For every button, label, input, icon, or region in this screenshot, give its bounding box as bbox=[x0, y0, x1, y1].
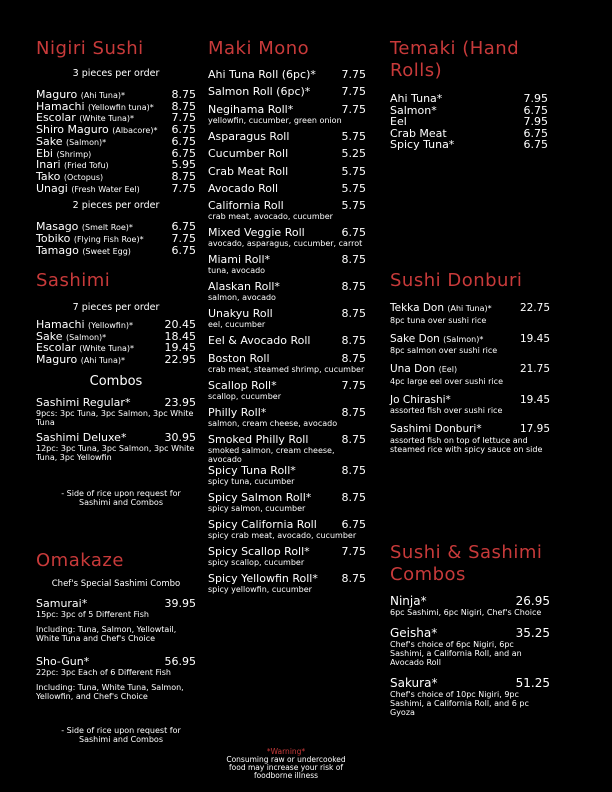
item-price: 6.75 bbox=[171, 134, 196, 148]
item-name-text: Spicy California Roll bbox=[208, 517, 317, 531]
item-name-text: Spicy Tuna Roll* bbox=[208, 463, 296, 477]
item-note: (Yellowfin tuna)* bbox=[88, 102, 154, 112]
item-note: (Albacore)* bbox=[112, 126, 158, 136]
menu-item bbox=[36, 245, 196, 257]
item-description: assorted fish over sushi rice bbox=[390, 406, 503, 415]
item-name-text: Alaskan Roll* bbox=[208, 280, 280, 294]
item-name-text: Avocado Roll bbox=[208, 181, 279, 195]
item-name bbox=[36, 352, 125, 367]
item-price: 5.25 bbox=[341, 147, 366, 161]
item-name-text: Jo Chirashi* bbox=[390, 393, 451, 406]
item-description: 8pc salmon over sushi rice bbox=[390, 346, 498, 355]
item-name-text: Eel bbox=[390, 115, 407, 128]
item-description: spicy crab meat, avocado, cucumber bbox=[208, 530, 357, 540]
menu-item-row bbox=[208, 130, 366, 143]
item-price: 7.75 bbox=[341, 85, 366, 99]
menu-item-row bbox=[208, 307, 366, 320]
item-name-text: Inari bbox=[36, 158, 61, 172]
menu-item-row bbox=[208, 165, 366, 178]
item-price: 6.75 bbox=[523, 103, 548, 117]
item-price: 6.75 bbox=[171, 146, 196, 160]
menu-item-row bbox=[208, 103, 366, 116]
item-description: assorted fish on top of lettuce and steamed rice with spicy sauce on side bbox=[390, 435, 543, 454]
item-name-text: Ebi bbox=[36, 146, 53, 160]
menu-item bbox=[36, 181, 196, 196]
menu-item-row bbox=[36, 396, 196, 409]
item-name-text: Ahi Tuna* bbox=[390, 92, 443, 105]
item-name bbox=[390, 302, 492, 316]
menu-item bbox=[390, 363, 550, 386]
item-price: 8.75 bbox=[341, 280, 366, 294]
item-price: 5.75 bbox=[341, 129, 366, 143]
menu-item-row bbox=[208, 182, 366, 195]
donburi-title: Sushi Donburi bbox=[390, 270, 523, 291]
item-name bbox=[208, 352, 270, 365]
menu-item bbox=[390, 626, 550, 667]
item-price: 8.75 bbox=[341, 432, 366, 446]
item-description: spicy yellowfin, cucumber bbox=[208, 584, 312, 594]
item-price: 7.75 bbox=[341, 544, 366, 558]
menu-item bbox=[208, 147, 366, 164]
item-price: 39.95 bbox=[164, 597, 196, 610]
menu-item-row bbox=[390, 676, 550, 690]
item-name bbox=[36, 181, 140, 196]
menu-item-row bbox=[208, 464, 366, 477]
ss-combos-list bbox=[390, 594, 550, 726]
item-note: (Fried Tofu) bbox=[64, 161, 109, 171]
item-name-text: Sake Don bbox=[390, 332, 440, 345]
item-name-text: Sashimi Donburi* bbox=[390, 423, 482, 435]
item-name bbox=[208, 199, 284, 212]
temaki-list bbox=[390, 93, 548, 151]
menu-item bbox=[208, 464, 366, 491]
item-name-text: Sho-Gun* bbox=[36, 655, 90, 668]
item-name bbox=[208, 130, 289, 143]
item-price: 5.95 bbox=[171, 158, 196, 172]
menu-item bbox=[208, 280, 366, 307]
item-description: 9pcs: 3pc Tuna, 3pc Salmon, 3pc White Tuna bbox=[36, 409, 194, 427]
nigiri-title: Nigiri Sushi bbox=[36, 38, 144, 59]
sashimi-sub: 7 pieces per order bbox=[72, 302, 160, 313]
item-note: (Salmon)* bbox=[443, 334, 484, 344]
menu-item-row bbox=[36, 597, 196, 610]
menu-item-row bbox=[390, 423, 550, 436]
item-name bbox=[208, 226, 305, 239]
menu-item-row bbox=[208, 253, 366, 266]
sashimi-combos-title: Combos bbox=[89, 374, 143, 389]
menu-item-row bbox=[208, 226, 366, 239]
item-name bbox=[36, 597, 87, 610]
menu-item-row bbox=[208, 85, 366, 98]
item-name-text: Unakyu Roll bbox=[208, 307, 273, 321]
item-name bbox=[390, 626, 437, 640]
item-name bbox=[390, 394, 451, 407]
item-note: (Eel) bbox=[438, 365, 458, 374]
sashimi-list bbox=[36, 320, 196, 366]
menu-item bbox=[208, 518, 366, 545]
menu-item bbox=[36, 431, 196, 462]
menu-item bbox=[208, 182, 366, 199]
item-name-text: Sake bbox=[36, 329, 63, 343]
item-description: crab meat, avocado, cucumber bbox=[208, 212, 333, 222]
item-note: (Octopus) bbox=[63, 172, 104, 182]
item-name-text: Eel & Avocado Roll bbox=[208, 334, 311, 348]
item-price: 17.95 bbox=[519, 423, 550, 435]
ss-combos-title: Sushi & Sashimi Combos bbox=[390, 542, 543, 585]
menu-item bbox=[208, 68, 366, 85]
menu-item bbox=[36, 396, 196, 427]
item-note: (Ahi Tuna)* bbox=[80, 355, 125, 365]
item-name bbox=[390, 423, 482, 436]
item-description: 15pc: 3pc of 5 Different Fish bbox=[36, 610, 149, 619]
item-name-text: Masago bbox=[36, 220, 79, 233]
menu-item-row bbox=[36, 655, 196, 668]
menu-item-row bbox=[208, 334, 366, 347]
item-name-text: Miami Roll* bbox=[208, 253, 271, 267]
item-name-text: Mixed Veggie Roll bbox=[208, 226, 305, 240]
item-price: 8.75 bbox=[341, 307, 366, 321]
item-price: 6.75 bbox=[341, 517, 366, 531]
item-price: 19.45 bbox=[519, 393, 550, 406]
item-name-text: Sashimi Deluxe* bbox=[36, 431, 127, 444]
menu-item-row bbox=[208, 147, 366, 160]
menu-item bbox=[208, 165, 366, 182]
item-name-text: Shiro Maguro bbox=[36, 123, 109, 137]
omakaze-rice-note: - Side of rice upon request for Sashimi and Combos bbox=[61, 726, 181, 744]
item-name bbox=[208, 103, 293, 116]
item-description: 4pc large eel over sushi rice bbox=[390, 376, 503, 386]
item-price: 7.75 bbox=[171, 181, 196, 195]
item-price: 8.75 bbox=[341, 351, 366, 365]
item-name bbox=[208, 464, 296, 477]
menu-item bbox=[390, 333, 550, 356]
item-price: 7.75 bbox=[171, 111, 196, 125]
item-name bbox=[208, 545, 310, 558]
item-price: 8.75 bbox=[341, 334, 366, 348]
menu-item bbox=[208, 406, 366, 433]
menu-item bbox=[390, 139, 548, 151]
item-description: tuna, avocado bbox=[208, 266, 266, 276]
item-price: 18.45 bbox=[164, 329, 196, 343]
item-price: 6.75 bbox=[523, 138, 548, 151]
item-note: (Yellowfin)* bbox=[88, 321, 134, 330]
item-name-text: Crab Meat bbox=[390, 126, 447, 140]
item-name bbox=[208, 433, 308, 446]
donburi-list bbox=[390, 302, 550, 462]
item-price: 5.75 bbox=[341, 199, 366, 213]
sashimi-combos-list bbox=[36, 396, 196, 466]
menu-item bbox=[208, 253, 366, 280]
item-name-text: Tako bbox=[36, 169, 61, 183]
item-note: (Flying Fish Roe)* bbox=[73, 235, 144, 244]
item-name bbox=[208, 406, 266, 419]
item-price: 23.95 bbox=[164, 396, 196, 409]
menu-item bbox=[208, 491, 366, 518]
item-description: yellowfin, cucumber, green onion bbox=[208, 115, 342, 125]
menu-item-row bbox=[208, 572, 366, 585]
menu-item bbox=[208, 334, 366, 351]
item-description: salmon, avocado bbox=[208, 293, 276, 303]
item-note: (Smelt Roe)* bbox=[81, 223, 133, 232]
item-description: spicy scallop, cucumber bbox=[208, 557, 305, 567]
menu-item bbox=[208, 85, 366, 102]
item-name-text: Spicy Tuna* bbox=[390, 138, 455, 151]
item-price: 7.75 bbox=[341, 68, 366, 81]
menu-item bbox=[208, 130, 366, 147]
item-name bbox=[390, 363, 457, 377]
item-name-text: Tekka Don bbox=[390, 302, 445, 314]
item-name-text: Spicy Scallop Roll* bbox=[208, 544, 310, 558]
item-price: 5.75 bbox=[341, 181, 366, 195]
item-description-2: Including: Tuna, Salmon, Yellowtail, White Tuna and Chef's Choice bbox=[36, 625, 177, 643]
item-name-text: Salmon* bbox=[390, 103, 437, 117]
item-name bbox=[390, 333, 483, 347]
warning-title: *Warning* bbox=[266, 747, 306, 756]
item-name-text: Geisha* bbox=[390, 626, 438, 640]
menu-item bbox=[208, 199, 366, 226]
item-name bbox=[208, 147, 288, 160]
item-description: salmon, cream cheese, avocado bbox=[208, 418, 338, 428]
item-name-text: Ninja* bbox=[390, 594, 427, 608]
item-name bbox=[208, 165, 288, 178]
item-price: 20.45 bbox=[164, 318, 196, 331]
sashimi-title: Sashimi bbox=[36, 270, 111, 291]
item-name-text: Escolar bbox=[36, 341, 76, 354]
item-name bbox=[390, 139, 454, 151]
menu-item bbox=[390, 423, 550, 454]
menu-item bbox=[390, 676, 550, 717]
menu-item bbox=[390, 302, 550, 325]
menu-item bbox=[208, 226, 366, 253]
item-name-text: Una Don bbox=[390, 363, 436, 375]
item-name bbox=[390, 594, 427, 608]
menu-item-row bbox=[390, 363, 550, 377]
item-name bbox=[208, 85, 310, 98]
omakaze-list bbox=[36, 597, 196, 713]
menu-item bbox=[208, 352, 366, 379]
item-name-text: Samurai* bbox=[36, 597, 88, 610]
item-name bbox=[208, 334, 310, 347]
item-name-text: Maguro bbox=[36, 88, 78, 101]
item-name bbox=[36, 431, 126, 444]
item-price: 19.45 bbox=[519, 332, 550, 345]
warning bbox=[218, 748, 354, 780]
menu-item-row bbox=[208, 433, 366, 446]
nigiri-list-2 bbox=[36, 221, 196, 257]
item-price: 8.75 bbox=[171, 169, 196, 183]
item-price: 19.45 bbox=[164, 341, 196, 354]
item-price: 7.75 bbox=[341, 378, 366, 392]
menu-item-row bbox=[208, 518, 366, 531]
menu-item-row bbox=[390, 626, 550, 640]
item-name bbox=[208, 307, 273, 320]
item-description: 6pc Sashimi, 6pc Nigiri, Chef's Choice bbox=[390, 608, 542, 617]
item-name bbox=[208, 491, 311, 504]
menu-item bbox=[390, 594, 550, 617]
menu-item-row bbox=[208, 406, 366, 419]
item-name-text: Boston Roll bbox=[208, 351, 270, 365]
item-description: avocado, asparagus, cucumber, carrot bbox=[208, 239, 363, 249]
item-description: 8pc tuna over sushi rice bbox=[390, 315, 487, 325]
omakaze-sub: Chef's Special Sashimi Combo bbox=[51, 579, 181, 589]
menu-item-row bbox=[208, 352, 366, 365]
menu-item bbox=[208, 307, 366, 334]
item-price: 51.25 bbox=[515, 676, 550, 690]
maki-list bbox=[208, 68, 366, 599]
item-name bbox=[208, 518, 317, 531]
item-price: 7.95 bbox=[523, 92, 548, 105]
nigiri-sub2: 2 pieces per order bbox=[72, 200, 160, 211]
item-note: (Salmon)* bbox=[65, 332, 107, 342]
menu-item bbox=[36, 597, 196, 643]
item-name-text: Unagi bbox=[36, 181, 68, 195]
item-description: 12pc: 3pc Tuna, 3pc Salmon, 3pc White Tuna, 3pc Yellowfin bbox=[36, 444, 195, 462]
menu-item-row bbox=[208, 545, 366, 558]
item-name-text: Spicy Yellowfin Roll* bbox=[208, 571, 318, 585]
menu-item-row bbox=[390, 394, 550, 407]
menu-item-row bbox=[208, 199, 366, 212]
item-note: (Shrimp) bbox=[56, 149, 92, 159]
nigiri-list-1 bbox=[36, 90, 196, 195]
item-description: scallop, cucumber bbox=[208, 391, 281, 401]
item-price: 7.75 bbox=[341, 102, 366, 116]
menu-item bbox=[208, 572, 366, 599]
menu-item bbox=[208, 379, 366, 406]
item-description-2: Including: Tuna, White Tuna, Salmon, Yellowfin, and Chef's Choice bbox=[36, 683, 184, 701]
item-price: 8.75 bbox=[341, 405, 366, 419]
item-name-text: Sashimi Regular* bbox=[36, 396, 131, 409]
item-price: 6.75 bbox=[171, 244, 196, 257]
item-name-text: Hamachi bbox=[36, 99, 85, 113]
item-price: 6.75 bbox=[171, 220, 196, 233]
menu-item-row bbox=[36, 431, 196, 444]
item-name-text: Salmon Roll (6pc)* bbox=[208, 85, 311, 99]
item-price: 35.25 bbox=[515, 626, 550, 640]
omakaze-title: Omakaze bbox=[36, 550, 124, 571]
menu-item bbox=[208, 545, 366, 572]
item-description: spicy tuna, cucumber bbox=[208, 476, 295, 486]
menu-item bbox=[390, 394, 550, 416]
item-name-text: Maguro bbox=[36, 352, 78, 366]
item-name bbox=[208, 379, 277, 392]
item-name-text: California Roll bbox=[208, 199, 284, 213]
item-note: (Salmon)* bbox=[65, 137, 107, 147]
nigiri-sub1: 3 pieces per order bbox=[72, 68, 160, 79]
maki-title: Maki Mono bbox=[208, 38, 310, 59]
menu-item-row bbox=[208, 379, 366, 392]
item-name-text: Ahi Tuna Roll (6pc)* bbox=[208, 68, 316, 81]
item-note: (Fresh Water Eel) bbox=[71, 184, 140, 194]
item-name-text: Sakura* bbox=[390, 676, 438, 690]
menu-item-row bbox=[390, 333, 550, 347]
item-price: 6.75 bbox=[523, 126, 548, 140]
warning-text: Consuming raw or undercooked food may increase your risk of foodborne illness bbox=[226, 755, 346, 780]
item-name-text: Crab Meat Roll bbox=[208, 164, 289, 178]
item-price: 30.95 bbox=[164, 431, 196, 444]
item-price: 7.75 bbox=[171, 232, 196, 245]
item-price: 6.75 bbox=[171, 123, 196, 137]
item-price: 22.95 bbox=[164, 352, 196, 366]
menu-item-row bbox=[208, 491, 366, 504]
menu-item bbox=[36, 655, 196, 701]
item-name-text: Negihama Roll* bbox=[208, 102, 294, 116]
item-name-text: Spicy Salmon Roll* bbox=[208, 490, 312, 504]
menu-item-row bbox=[208, 68, 366, 81]
item-name bbox=[208, 572, 318, 585]
item-price: 22.75 bbox=[519, 302, 550, 314]
item-description: crab meat, steamed shrimp, cucumber bbox=[208, 364, 365, 374]
item-price: 8.75 bbox=[341, 253, 366, 267]
item-price: 8.75 bbox=[341, 463, 366, 477]
item-name-text: Hamachi bbox=[36, 318, 85, 331]
item-description: 22pc: 3pc Each of 6 Different Fish bbox=[36, 668, 171, 677]
menu-item-row bbox=[390, 594, 550, 608]
item-price: 26.95 bbox=[515, 594, 550, 608]
item-name-text: Escolar bbox=[36, 111, 76, 125]
item-description: spicy salmon, cucumber bbox=[208, 503, 306, 513]
item-description: eel, cucumber bbox=[208, 320, 266, 330]
item-description: Chef's choice of 6pc Nigiri, 6pc Sashimi, a California Roll, and an Avocado Roll bbox=[390, 640, 522, 667]
item-name-text: Asparagus Roll bbox=[208, 129, 290, 143]
menu-item-row bbox=[390, 302, 550, 316]
item-note: (Sweet Egg) bbox=[82, 247, 131, 256]
menu-item bbox=[208, 433, 366, 464]
item-price: 5.75 bbox=[341, 164, 366, 178]
menu-item bbox=[208, 103, 366, 130]
item-price: 8.75 bbox=[171, 88, 196, 101]
item-price: 7.95 bbox=[523, 115, 548, 128]
item-name-text: Scallop Roll* bbox=[208, 378, 277, 392]
item-name bbox=[208, 253, 270, 266]
item-description: smoked salmon, cream cheese, avocado bbox=[208, 445, 335, 464]
item-name-text: Smoked Philly Roll bbox=[208, 432, 309, 446]
item-name bbox=[208, 68, 316, 81]
item-note: (Ahi Tuna)* bbox=[80, 91, 125, 100]
sashimi-rice-note: - Side of rice upon request for Sashimi and Combos bbox=[61, 489, 181, 507]
item-name bbox=[36, 396, 130, 409]
item-description: Chef's choice of 10pc Nigiri, 9pc Sashimi, a California Roll, and 6 pc Gyoza bbox=[390, 690, 529, 717]
item-name-text: Tamago bbox=[36, 244, 79, 257]
item-price: 56.95 bbox=[164, 655, 196, 668]
menu-item bbox=[36, 352, 196, 367]
temaki-title: Temaki (Hand Rolls) bbox=[390, 38, 520, 81]
item-name bbox=[208, 280, 280, 293]
item-note: (Ahi Tuna)* bbox=[447, 304, 492, 313]
item-name-text: Sake bbox=[36, 134, 63, 148]
item-name bbox=[36, 655, 89, 668]
item-name bbox=[36, 245, 131, 257]
item-name bbox=[208, 182, 278, 195]
item-price: 8.75 bbox=[171, 99, 196, 113]
item-price: 6.75 bbox=[341, 226, 366, 240]
item-name-text: Cucumber Roll bbox=[208, 147, 289, 161]
item-name-text: Philly Roll* bbox=[208, 405, 267, 419]
item-note: (White Tuna)* bbox=[79, 344, 135, 353]
item-price: 8.75 bbox=[341, 571, 366, 585]
item-name-text: Tobiko bbox=[36, 232, 71, 245]
item-price: 8.75 bbox=[341, 490, 366, 504]
item-price: 21.75 bbox=[519, 363, 550, 375]
item-note: (White Tuna)* bbox=[79, 114, 135, 124]
menu-item-row bbox=[208, 280, 366, 293]
item-name bbox=[390, 676, 437, 690]
